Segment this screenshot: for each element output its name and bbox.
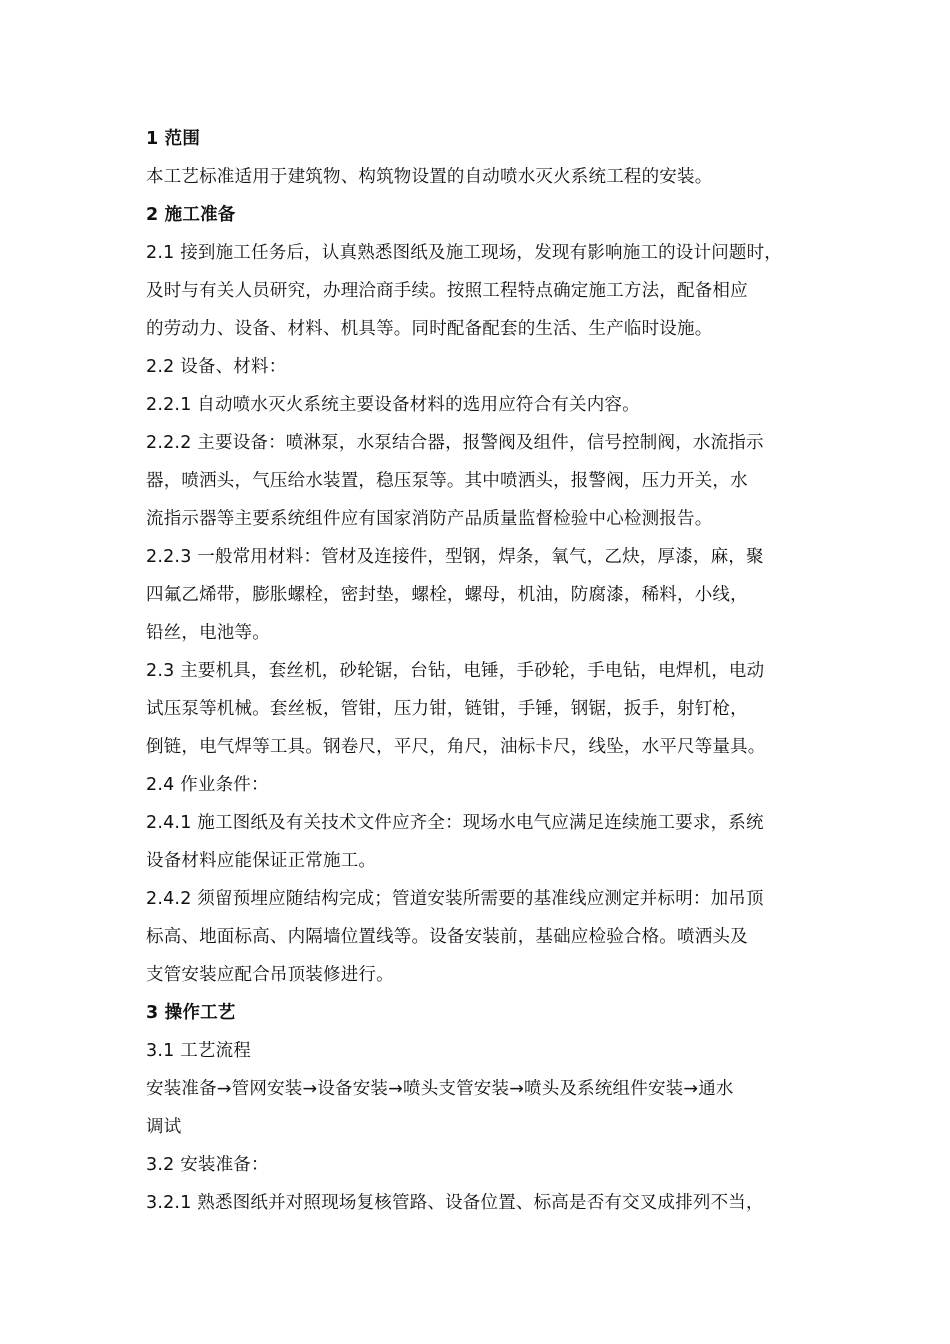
document-body	[146, 120, 826, 1222]
text-line: 倒链，电气焊等工具。钢卷尺，平尺，角尺，油标卡尺，线坠，水平尺等量具。	[146, 737, 766, 757]
text-line: 2.1 接到施工任务后，认真熟悉图纸及施工现场，发现有影响施工的设计问题时，	[146, 243, 782, 263]
text-line: 3.1 工艺流程	[146, 1041, 251, 1061]
text-line: 安装准备→管网安装→设备安装→喷头支管安装→喷头及系统组件安装→通水	[146, 1079, 734, 1099]
text-line: 本工艺标准适用于建筑物、构筑物设置的自动喷水灭火系统工程的安装。	[146, 167, 713, 187]
text-line: 2.2.2 主要设备：喷淋泵，水泵结合器，报警阀及组件，信号控制阀，水流指示	[146, 433, 764, 453]
text-line: 2.2.1 自动喷水灭火系统主要设备材料的选用应符合有关内容。	[146, 395, 640, 415]
text-line: 调试	[146, 1117, 182, 1137]
text-line: 支管安装应配合吊顶装修进行。	[146, 965, 394, 985]
text-line: 2.4.1 施工图纸及有关技术文件应齐全：现场水电气应满足连续施工要求，系统	[146, 813, 764, 833]
text-line: 3.2 安装准备：	[146, 1155, 269, 1175]
text-line: 铅丝，电池等。	[146, 623, 270, 643]
text-line: 及时与有关人员研究，办理洽商手续。按照工程特点确定施工方法，配备相应	[146, 281, 748, 301]
text-line: 3.2.1 熟悉图纸并对照现场复核管路、设备位置、标高是否有交叉成排列不当，	[146, 1193, 764, 1213]
text-line: 试压泵等机械。套丝板，管钳，压力钳，链钳，手锤，钢锯，扳手，射钉枪，	[146, 699, 748, 719]
text-line: 标高、地面标高、内隔墙位置线等。设备安装前，基础应检验合格。喷洒头及	[146, 927, 748, 947]
text-line: 2.3 主要机具，套丝机，砂轮锯，台钻，电锤，手砂轮，手电钻，电焊机，电动	[146, 661, 765, 681]
text-line: 器，喷洒头，气压给水装置，稳压泵等。其中喷洒头，报警阀，压力开关，水	[146, 471, 748, 491]
section-heading: 2 施工准备	[146, 205, 236, 225]
section-heading: 1 范围	[146, 129, 201, 149]
section-heading: 3 操作工艺	[146, 1003, 236, 1023]
text-line: 2.4.2 须留预埋应随结构完成；管道安装所需要的基准线应测定并标明：加吊顶	[146, 889, 764, 909]
text-line: 2.2.3 一般常用材料：管材及连接件，型钢，焊条，氧气，乙炔，厚漆，麻，聚	[146, 547, 764, 567]
text-line: 四氟乙烯带，膨胀螺栓，密封垫，螺栓，螺母，机油，防腐漆，稀料，小线，	[146, 585, 748, 605]
text-line: 2.4 作业条件：	[146, 775, 269, 795]
text-line: 流指示器等主要系统组件应有国家消防产品质量监督检验中心检测报告。	[146, 509, 713, 529]
text-line: 设备材料应能保证正常施工。	[146, 851, 377, 871]
text-line: 的劳动力、设备、材料、机具等。同时配备配套的生活、生产临时设施。	[146, 319, 713, 339]
text-line: 2.2 设备、材料：	[146, 357, 287, 377]
